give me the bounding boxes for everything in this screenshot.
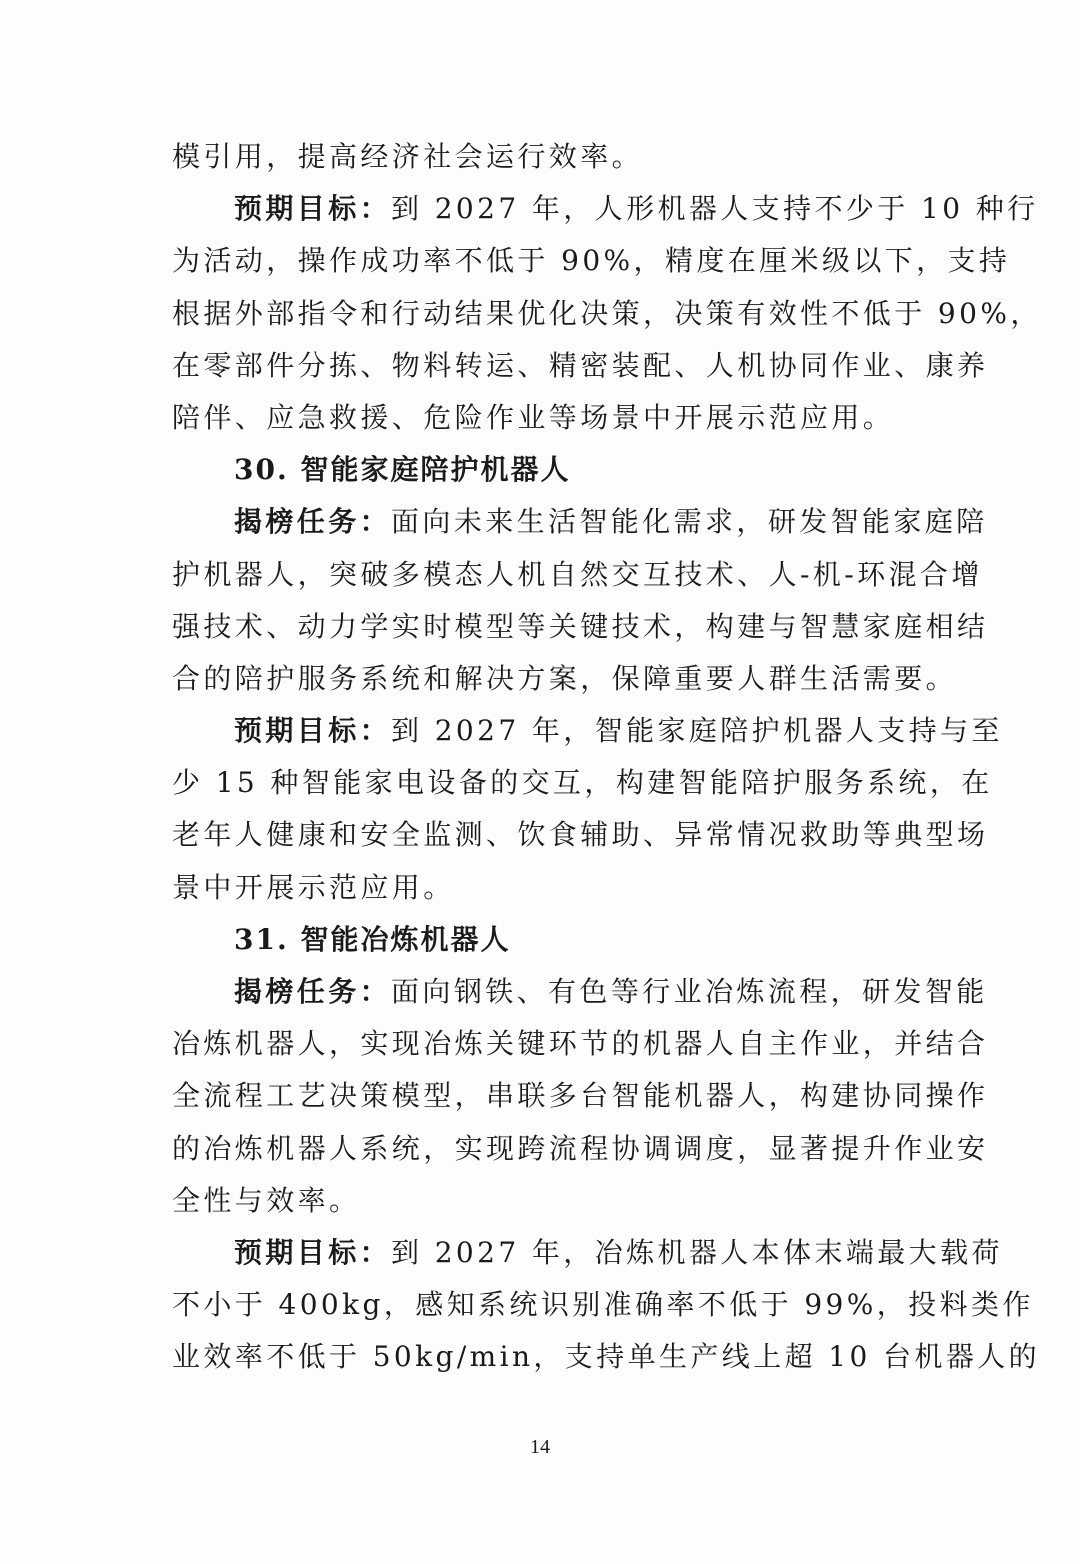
text-line	[172, 1331, 1041, 1383]
paragraph-label: 揭榜任务：	[234, 505, 392, 539]
text-line	[172, 131, 962, 183]
line-text: 全性与效率。	[172, 1183, 361, 1217]
section-heading	[172, 914, 962, 966]
line-text: 的冶炼机器人系统，实现跨流程协调调度，显著提升作业安	[172, 1131, 989, 1165]
paragraph-start	[172, 183, 1039, 235]
paragraph-label: 揭榜任务：	[234, 975, 392, 1008]
text-line	[172, 1123, 989, 1175]
paragraph-start	[172, 966, 988, 1018]
paragraph-start	[172, 705, 1003, 757]
text-line	[172, 601, 989, 653]
text-line	[172, 1279, 1034, 1331]
text-line	[172, 1175, 962, 1227]
line-text: 面向钢铁、有色等行业冶炼流程，研发智能	[391, 975, 988, 1008]
line-text: 景中开展示范应用。	[172, 870, 455, 904]
line-text: 少 15 种智能家电设备的交互，构建智能陪护服务系统，在	[172, 766, 993, 800]
text-line	[172, 288, 1042, 340]
text-line	[172, 757, 993, 809]
paragraph-label: 预期目标：	[234, 714, 392, 748]
line-text: 到 2027 年，智能家庭陪护机器人支持与至	[391, 714, 1003, 748]
paragraph-start	[172, 496, 988, 548]
text-line	[172, 392, 962, 444]
section-title: 30. 智能家庭陪护机器人	[234, 453, 571, 487]
line-text: 老年人健康和安全监测、饮食辅助、异常情况救助等典型场	[172, 818, 989, 852]
text-line	[172, 1018, 989, 1070]
line-text: 面向未来生活智能化需求，研发智能家庭陪	[391, 505, 988, 539]
line-text: 根据外部指令和行动结果优化决策，决策有效性不低于 90%，	[172, 296, 1042, 330]
line-text: 到 2027 年，冶炼机器人本体末端最大载荷	[391, 1235, 1003, 1269]
text-line	[172, 809, 989, 861]
line-text: 业效率不低于 50kg/min，支持单生产线上超 10 台机器人的	[172, 1340, 1041, 1374]
text-line	[172, 549, 983, 601]
line-text: 到 2027 年，人形机器人支持不少于 10 种行	[391, 192, 1039, 226]
document-body	[172, 131, 1042, 1384]
line-text: 为活动，操作成功率不低于 90%，精度在厘米级以下，支持	[172, 244, 1011, 278]
text-line	[172, 235, 1011, 287]
paragraph-label: 预期目标：	[234, 1235, 392, 1269]
line-text: 模引用，提高经济社会运行效率。	[172, 140, 644, 173]
text-line	[172, 1070, 989, 1122]
section-title: 31. 智能冶炼机器人	[234, 922, 511, 956]
line-text: 全流程工艺决策模型，串联多台智能机器人，构建协同操作	[172, 1079, 989, 1113]
line-text: 合的陪护服务系统和解决方案，保障重要人群生活需要。	[172, 661, 958, 695]
text-line	[172, 862, 962, 914]
section-heading	[172, 444, 962, 496]
line-text: 不小于 400kg，感知系统识别准确率不低于 99%，投料类作	[172, 1288, 1034, 1322]
paragraph-label: 预期目标：	[234, 192, 392, 226]
page-number: 14	[530, 1436, 550, 1458]
text-line	[172, 653, 962, 705]
text-line	[172, 340, 989, 392]
line-text: 冶炼机器人，实现冶炼关键环节的机器人自主作业，并结合	[172, 1027, 989, 1061]
line-text: 护机器人，突破多模态人机自然交互技术、人-机-环混合增	[172, 557, 983, 591]
paragraph-start	[172, 1227, 1003, 1279]
line-text: 陪伴、应急救援、危险作业等场景中开展示范应用。	[172, 400, 895, 434]
line-text: 在零部件分拣、物料转运、精密装配、人机协同作业、康养	[172, 348, 989, 382]
line-text: 强技术、动力学实时模型等关键技术，构建与智慧家庭相结	[172, 609, 989, 643]
